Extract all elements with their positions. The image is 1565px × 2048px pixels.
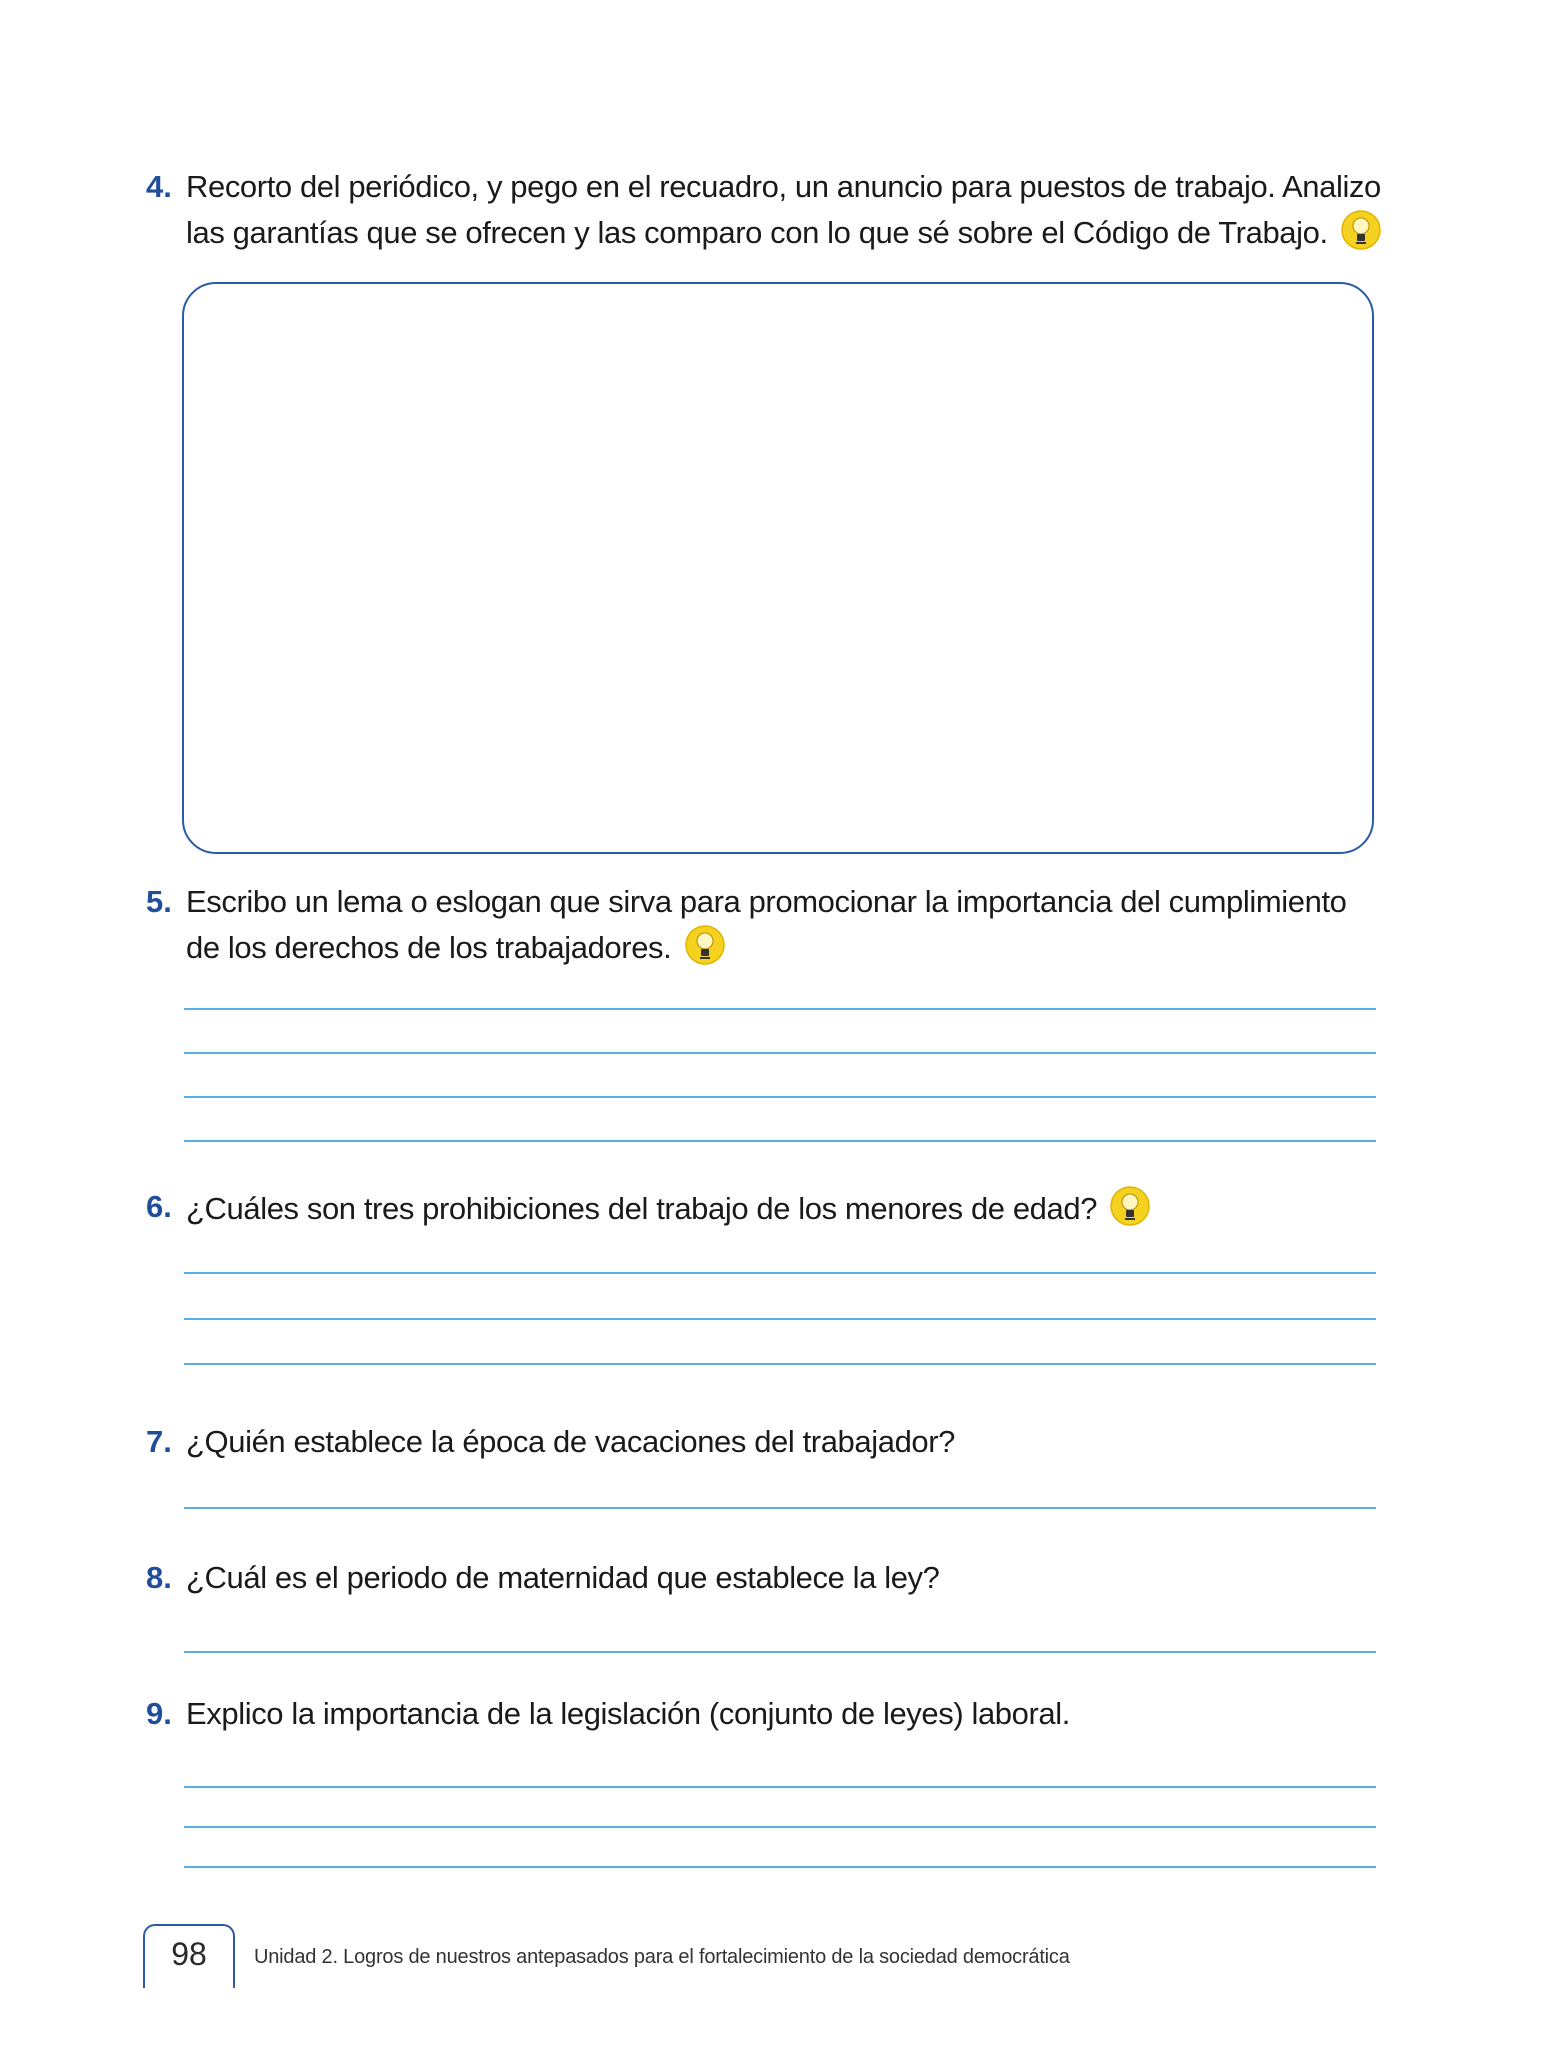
- answer-line[interactable]: [184, 1786, 1376, 1788]
- question-text: ¿Quién establece la época de vacaciones del trabajador?: [186, 1424, 956, 1459]
- answer-line[interactable]: [184, 1826, 1376, 1828]
- question-text: Explico la importancia de la legislación (conjunto de leyes) laboral.: [186, 1696, 1070, 1731]
- lightbulb-icon: [1340, 209, 1382, 251]
- answer-line[interactable]: [184, 1140, 1376, 1142]
- question-number: 9.: [146, 1696, 172, 1731]
- question-text: Recorto del periódico, y pego en el recuadro, un anuncio para puestos de trabajo. Analizo las garantías que se ofrecen y las comparo con lo que sé sobre el Código de Trabajo.: [186, 169, 1381, 250]
- answer-line[interactable]: [184, 1052, 1376, 1054]
- question-text: ¿Cuáles son tres prohibiciones del trabajo de los menores de edad?: [186, 1185, 1386, 1231]
- page-number-tab: [143, 1924, 235, 1988]
- question-number: 5.: [146, 884, 172, 919]
- answer-line[interactable]: [184, 1008, 1376, 1010]
- unit-footer-text: Unidad 2. Logros de nuestros antepasados para el fortalecimiento de la sociedad democrática: [254, 1946, 1070, 1968]
- question-number: 7.: [146, 1424, 172, 1459]
- answer-line[interactable]: [184, 1651, 1376, 1653]
- answer-line[interactable]: [184, 1318, 1376, 1320]
- paste-box[interactable]: [182, 282, 1374, 854]
- answer-line[interactable]: [184, 1866, 1376, 1868]
- question-text: Escribo un lema o eslogan que sirva para promocionar la importancia del cumplimiento de los derechos de los trabajadores.: [186, 884, 1347, 965]
- answer-line[interactable]: [184, 1272, 1376, 1274]
- lightbulb-icon: [1109, 1185, 1151, 1227]
- question-number: 4.: [146, 169, 172, 204]
- question-number: 8.: [146, 1560, 172, 1595]
- answer-line[interactable]: [184, 1096, 1376, 1098]
- page-number: 98: [171, 1936, 207, 1972]
- answer-line[interactable]: [184, 1363, 1376, 1365]
- answer-line[interactable]: [184, 1507, 1376, 1509]
- question-number: 6.: [146, 1189, 172, 1224]
- question-text: ¿Cuál es el periodo de maternidad que establece la ley?: [186, 1560, 940, 1595]
- lightbulb-icon: [684, 924, 726, 966]
